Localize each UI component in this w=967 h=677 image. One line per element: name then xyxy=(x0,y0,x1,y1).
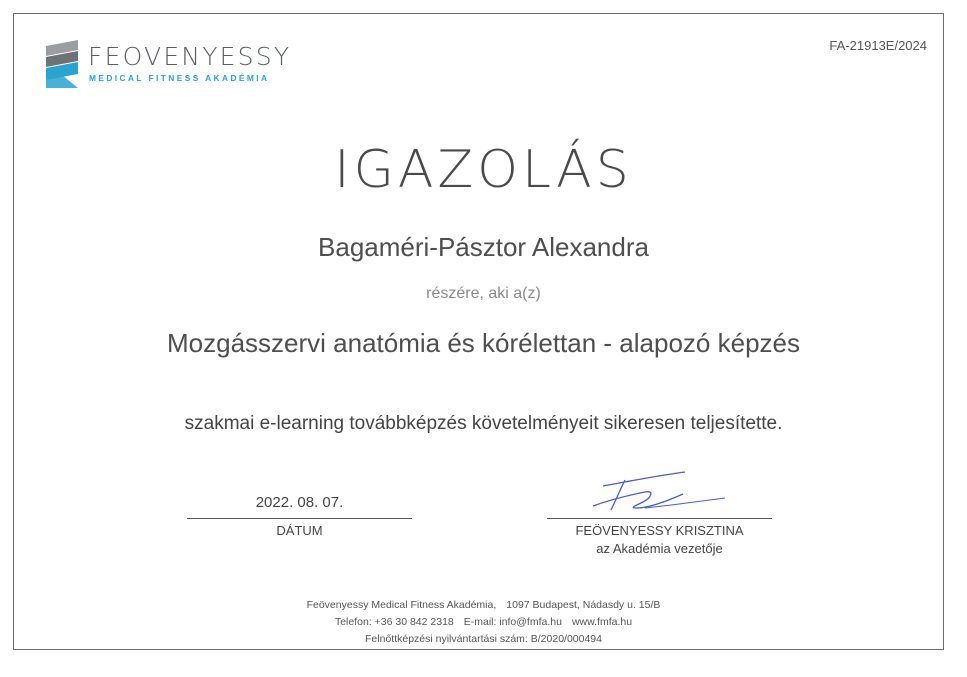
footer-line-2 xyxy=(0,614,967,631)
signatory-role: az Akadémia vezetője xyxy=(596,541,723,556)
recipient-name: Bagaméri-Pásztor Alexandra xyxy=(318,232,649,262)
footer-phone: Telefon: +36 30 842 2318 xyxy=(334,616,454,628)
footer-email: E-mail: info@fmfa.hu xyxy=(463,616,562,628)
date-block xyxy=(187,494,412,538)
date-value: 2022. 08. 07. xyxy=(255,494,344,511)
signatory-name: FEÖVENYESSY KRISZTINA xyxy=(575,523,744,538)
footer-line-1 xyxy=(0,597,967,614)
brand-subtitle: MEDICAL FITNESS AKADÉMIA xyxy=(89,73,270,83)
footer-address: 1097 Budapest, Nádasdy u. 15/B xyxy=(506,599,661,611)
logo-mark-icon xyxy=(44,40,80,90)
completion-statement: szakmai e-learning továbbképzés követelményeit sikeresen teljesítette. xyxy=(184,413,783,434)
recipient-suffix: részére, aki a(z) xyxy=(426,285,541,302)
date-label: DÁTUM xyxy=(276,523,323,538)
signature-line xyxy=(547,518,772,519)
date-line xyxy=(187,518,412,519)
footer-registration: Felnőttképzési nyilvántartási szám: B/2020/000494 xyxy=(365,633,602,645)
logo xyxy=(44,40,294,90)
brand-name: FEOVENYESSY xyxy=(88,42,292,71)
certificate-title: IGAZOLÁS xyxy=(334,140,633,200)
footer-org: Feövenyessy Medical Fitness Akadémia, xyxy=(306,599,497,611)
footer xyxy=(0,597,967,648)
course-name: Mozgásszervi anatómia és kórélettan - alapozó képzés xyxy=(167,328,800,358)
footer-web: www.fmfa.hu xyxy=(571,616,633,628)
document-id: FA-21913E/2024 xyxy=(829,38,927,53)
signature-block xyxy=(547,494,772,556)
